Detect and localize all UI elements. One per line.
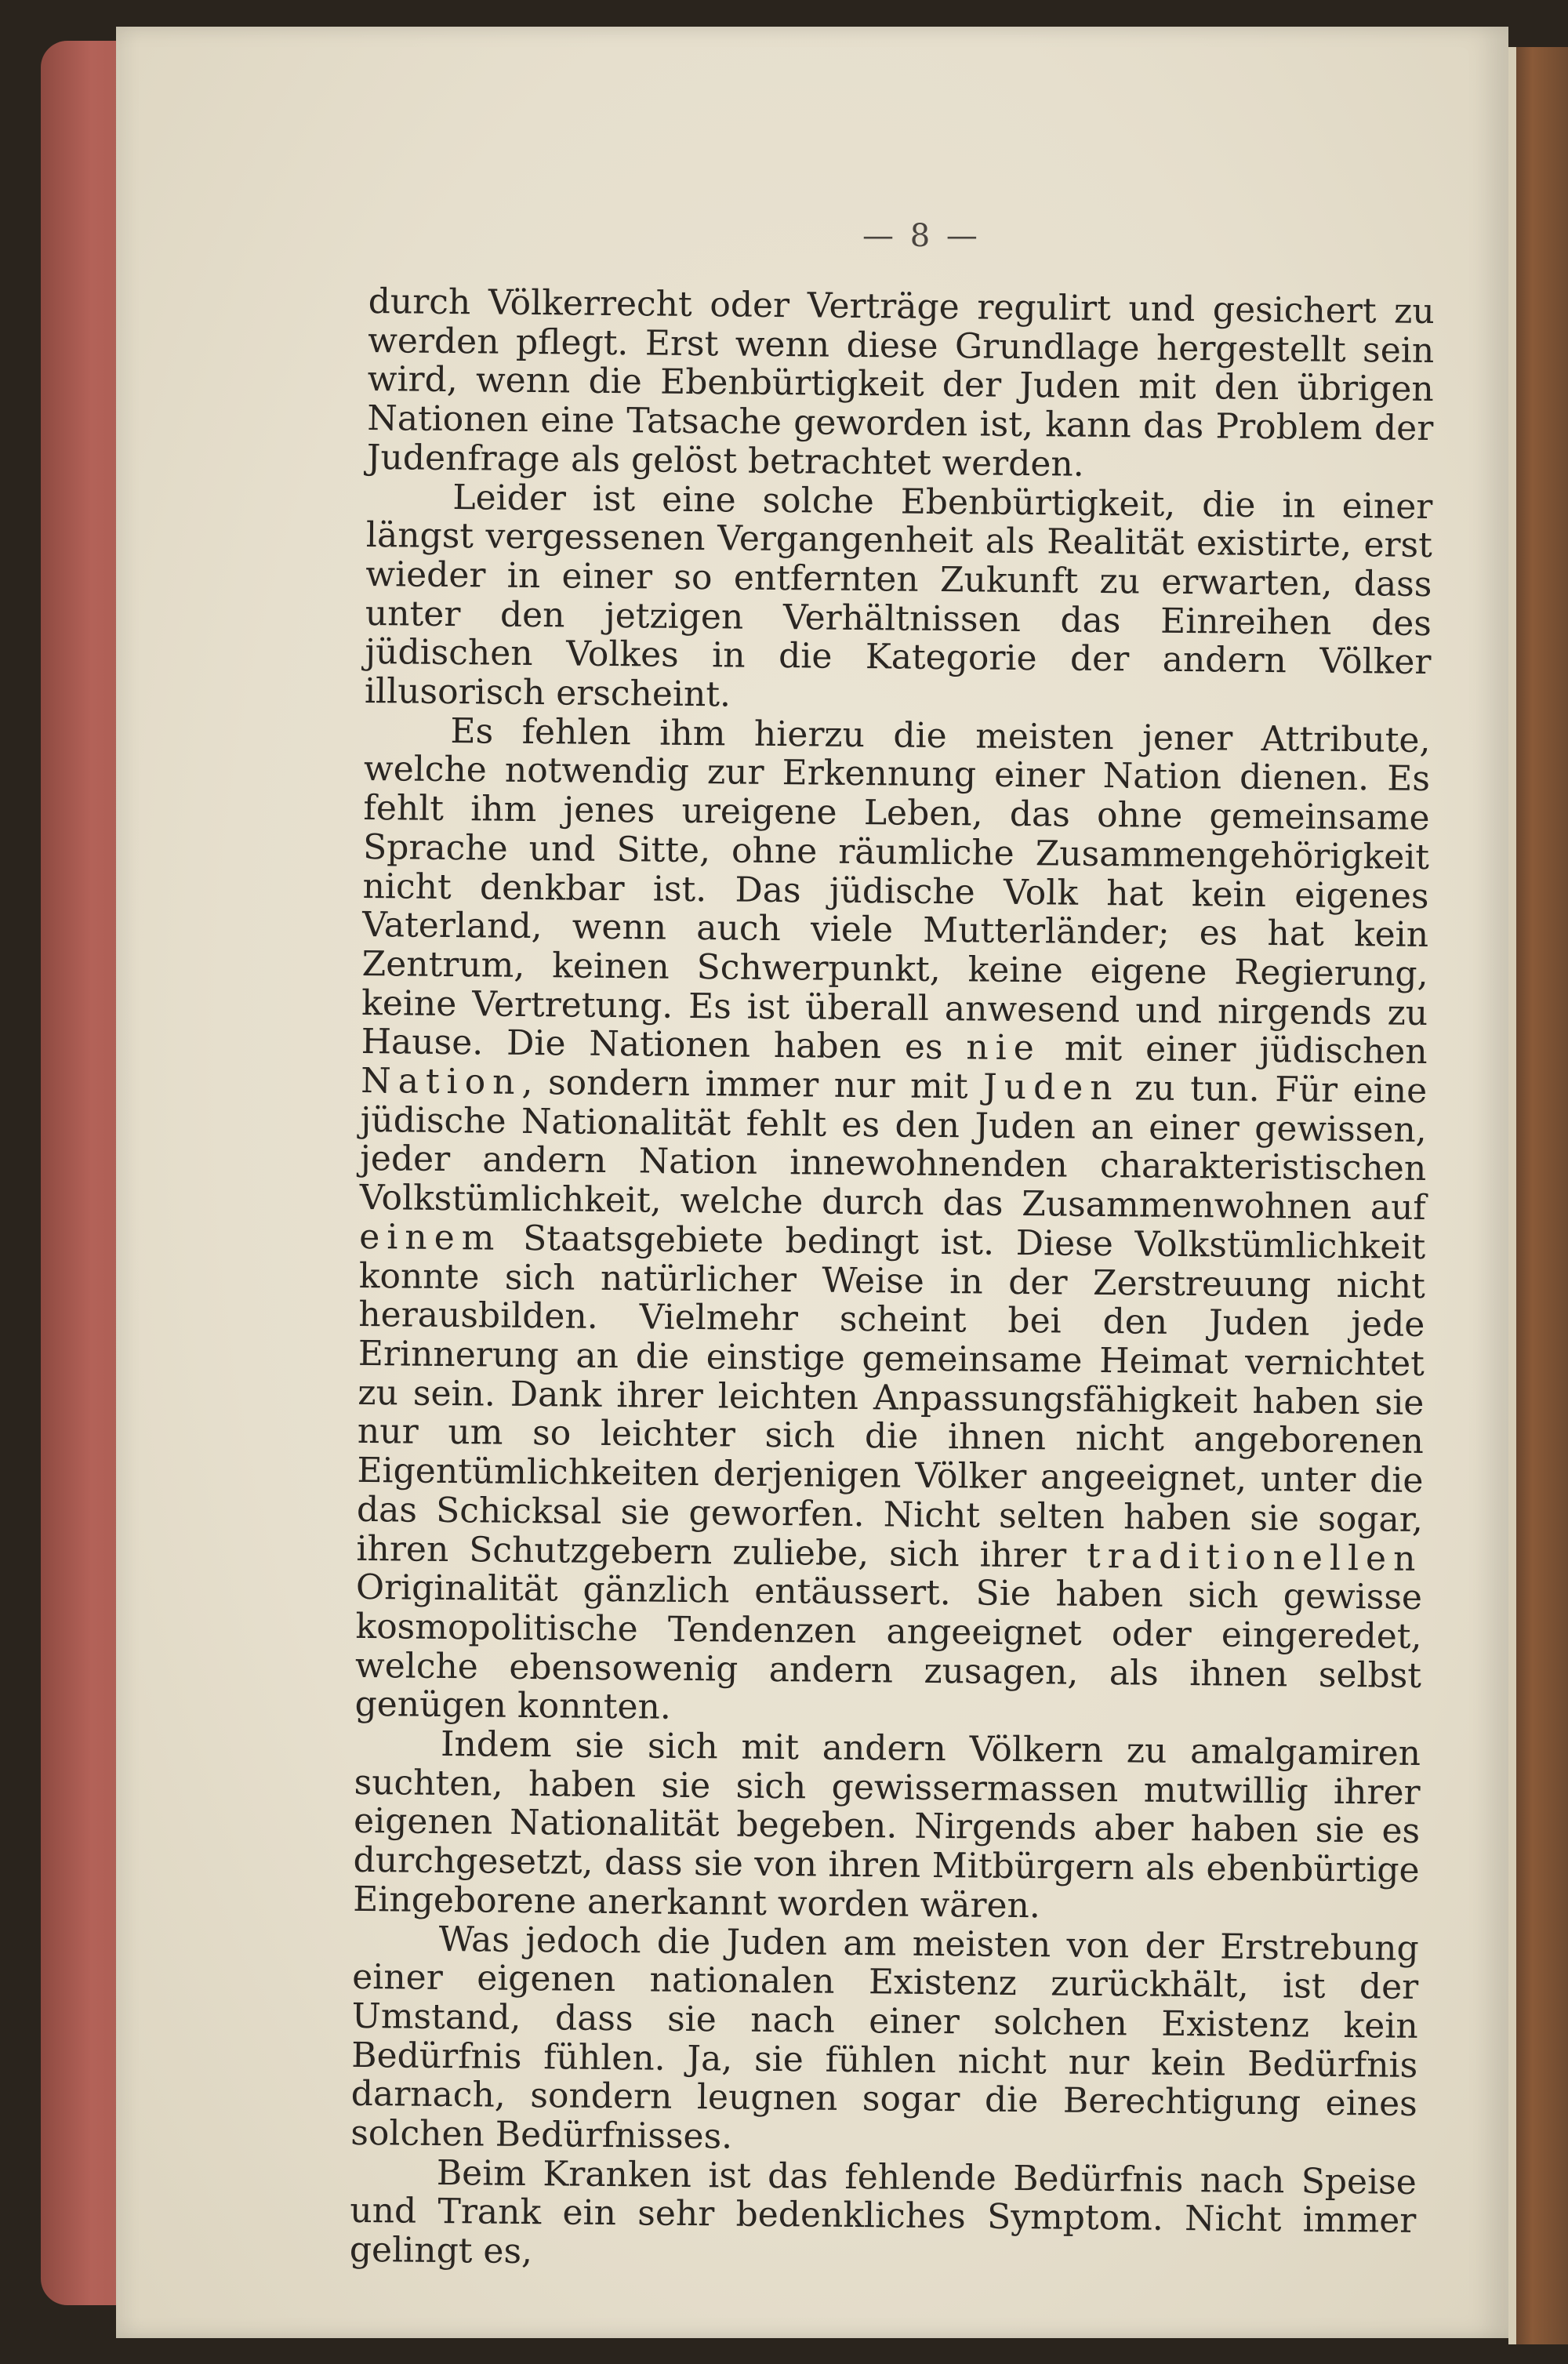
paragraph-3-text: Originalität gänzlich entäussert. Sie haben sich gewisse kosmopolitische Tendenzen angeeignet oder eingeredet, welche ebensowenig andern zusagen, als ihnen selbst genügen konnten. <box>354 1567 1423 1728</box>
paragraph-1: durch Völkerrecht oder Verträge regulirt und gesichert zu werden pflegt. Erst wenn diese Grundlage hergestellt sein wird, wenn die Ebenbürtigkeit der Juden mit den übrigen Nationen eine Tatsache geworden ist, kann das Problem der Judenfrage als gelöst betrachtet werden. <box>366 281 1435 485</box>
emphasis-spaced-juden: Juden <box>982 1066 1120 1109</box>
emphasis-spaced-nie: nie <box>966 1027 1042 1069</box>
next-page-sliver <box>1508 47 1516 2344</box>
page-number: — 8 — <box>862 218 981 254</box>
body-text <box>350 282 1435 2280</box>
book-fore-edge <box>1508 47 1568 2344</box>
paragraph-3 <box>354 711 1430 1734</box>
paragraph-3-text: Staatsgebiete bedingt ist. Diese Volkstümlichkeit konnte sich natürlicher Weise in der Zerstreuung nicht herausbilden. Vielmehr scheint bei den Juden jede Erinnerung an die einstige gemeinsame Heimat vernichtet zu sein. Dank ihrer leichten Anpassungsfähigkeit haben sie nur um so leichter sich die ihnen nicht angeborenen Eigentümlichkeiten derjenigen Völker angeeignet, unter die das Schicksal sie geworfen. Nicht selten haben sie sogar, ihren Schutzgebern zuliebe, sich ihrer <box>356 1218 1426 1576</box>
paragraph-3-text: , sondern immer nur mit <box>521 1062 984 1107</box>
paragraph-2: Leider ist eine solche Ebenbürtigkeit, die in einer längst vergessenen Vergangenheit als Realität existirte, erst wieder in einer so entfernten Zukunft zu erwarten, dass unter den jetzigen Verhältnissen das Einreihen des jüdischen Volkes in die Kategorie der andern Völker illusorisch erscheint. <box>364 477 1433 715</box>
emphasis-spaced-einem: einem <box>359 1216 502 1258</box>
emphasis-spaced-traditionellen: traditionellen <box>1086 1535 1423 1579</box>
paragraph-5: Was jedoch die Juden am meisten von der Erstrebung einer eigenen nationalen Existenz zurückhält, ist der Umstand, dass sie nach einer solchen Existenz kein Bedürfnis fühlen. Ja, sie fühlen nicht nur kein Bedürfnis darnach, sondern leugnen sogar die Berechtigung eines solchen Bedürfnisses. <box>350 1919 1419 2157</box>
paragraph-3-text: mit einer jüdischen <box>1040 1028 1428 1073</box>
paragraph-4: Indem sie sich mit andern Völkern zu amalgamiren suchten, haben sie sich gewissermassen mutwillig ihrer eigenen Nationalität begeben. Nirgends aber haben sie es durchgesetzt, dass sie von ihren Mitbürgern als ebenbürtige Eingeborene anerkannt worden wären. <box>352 1723 1421 1926</box>
paragraph-6: Beim Kranken ist das fehlende Bedürfnis nach Speise und Trank ein sehr bedenkliches Symptom. Nicht immer gelingt es, <box>349 2152 1417 2272</box>
paragraph-3-text: zu tun. Für eine jüdische Nationalität fehlt es den Juden an einer gewissen, jeder andern Nation innewohnenden charakteristischen Volkstümlichkeit, welche durch das Zusammenwohnen auf <box>359 1068 1428 1229</box>
emphasis-spaced-nation: Nation <box>360 1061 522 1102</box>
paragraph-3-text: Es fehlen ihm hierzu die meisten jener Attribute, welche notwendig zur Erkennung einer Nation dienen. Es fehlt ihm jenes ureigene Leben, das ohne gemeinsame Sprache und Sitte, ohne räumliche Zusammengehörigkeit nicht denkbar ist. Das jüdische Volk hat kein eigenes Vaterland, wenn auch viele Mutterländer; es hat kein Zentrum, keinen Schwerpunkt, keine eigene Regierung, keine Vertretung. Es ist überall anwesend und nirgends zu Hause. Die Nationen haben es <box>361 710 1431 1068</box>
